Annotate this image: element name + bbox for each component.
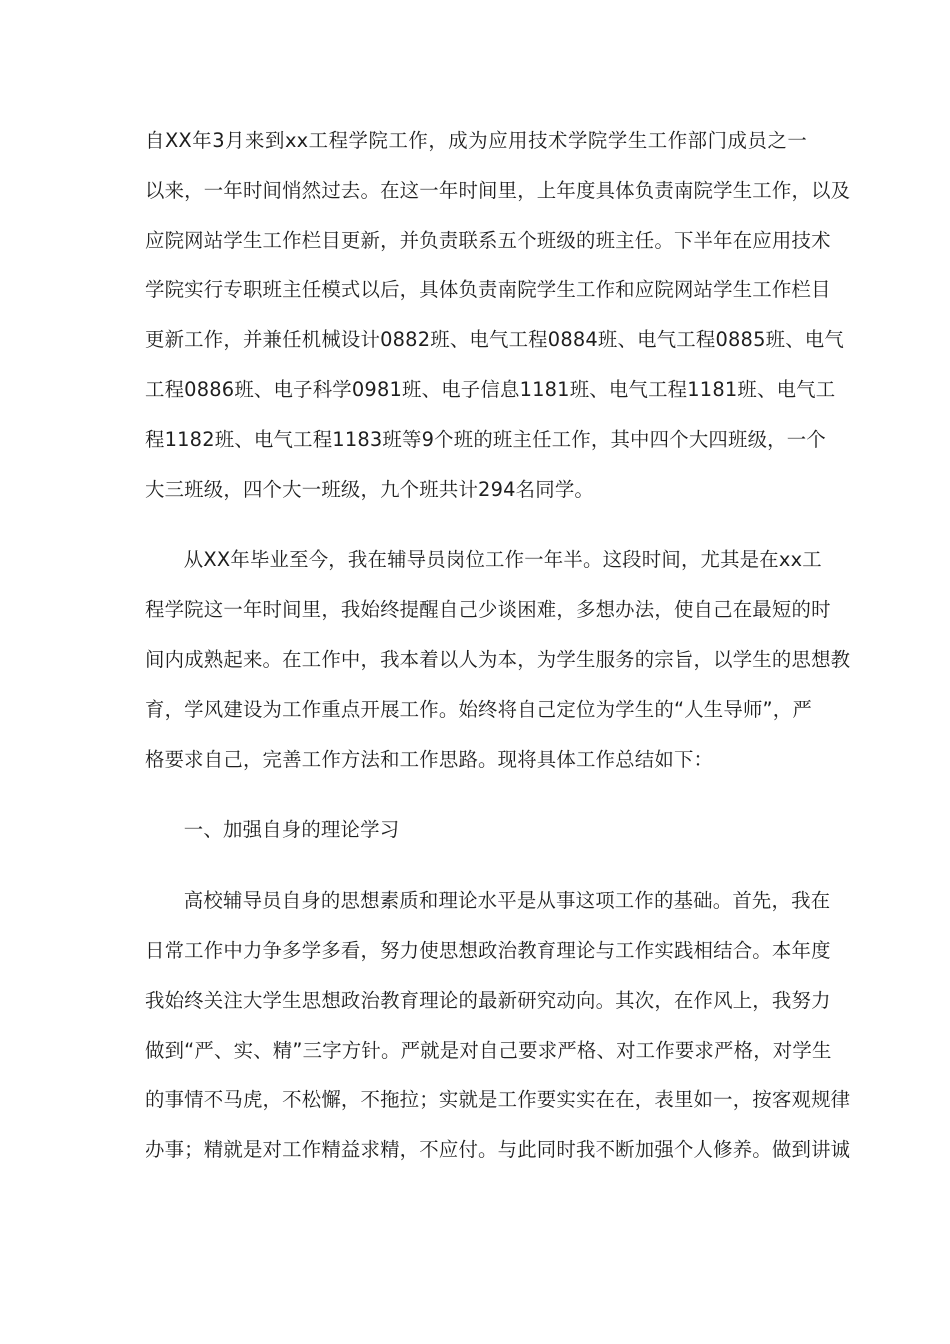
heading-text: 一、加强自身的理论学习 — [183, 818, 400, 842]
text-line: 间内成熟起来。在工作中，我本着以人为本，为学生服务的宗旨，以学生的思想教 — [145, 647, 851, 671]
text-line: 从XX年毕业至今，我在辅导员岗位工作一年半。这段时间，尤其是在xx工 — [183, 548, 822, 572]
text-line: 我始终关注大学生思想政治教育理论的最新研究动向。其次，在作风上，我努力 — [145, 988, 831, 1012]
text-line: 更新工作，并兼任机械设计0882班、电气工程0884班、电气工程0885班、电气 — [145, 328, 844, 352]
section-heading — [145, 805, 807, 855]
intro-paragraph — [145, 116, 851, 514]
text-line: 的事情不马虎，不松懈，不拖拉；实就是工作要实实在在，表里如一，按客观规律 — [145, 1088, 851, 1112]
text-line: 应院网站学生工作栏目更新，并负责联系五个班级的班主任。下半年在应用技术 — [145, 228, 831, 252]
overview-paragraph — [145, 535, 851, 784]
text-line: 做到“严、实、精”三字方针。严就是对自己要求严格、对工作要求严格，对学生 — [145, 1038, 832, 1062]
text-line: 办事；精就是对工作精益求精，不应付。与此同时我不断加强个人修养。做到讲诚 — [145, 1138, 851, 1162]
text-line: 程1182班、电气工程1183班等9个班的班主任工作，其中四个大四班级，一个 — [145, 427, 826, 451]
text-line: 大三班级，四个大一班级，九个班共计294名同学。 — [145, 477, 595, 501]
text-line: 工程0886班、电子科学0981班、电子信息1181班、电气工程1181班、电气工 — [145, 377, 836, 401]
theory-study-paragraph — [145, 876, 851, 1175]
text-line: 育，学风建设为工作重点开展工作。始终将自己定位为学生的“人生导师”，严 — [145, 697, 812, 721]
text-line: 以来，一年时间悄然过去。在这一年时间里，上年度具体负责南院学生工作，以及 — [145, 178, 851, 202]
text-line: 学院实行专职班主任模式以后，具体负责南院学生工作和应院网站学生工作栏目 — [145, 278, 831, 302]
text-line: 格要求自己，完善工作方法和工作思路。现将具体工作总结如下： — [145, 747, 714, 771]
text-line: 高校辅导员自身的思想素质和理论水平是从事这项工作的基础。首先，我在 — [183, 889, 831, 913]
text-line: 自XX年3月来到xx工程学院工作，成为应用技术学院学生工作部门成员之一 — [145, 129, 807, 152]
document-page — [145, 116, 851, 1196]
text-line: 程学院这一年时间里，我始终提醒自己少谈困难，多想办法，使自己在最短的时 — [145, 598, 831, 622]
text-line: 日常工作中力争多学多看，努力使思想政治教育理论与工作实践相结合。本年度 — [145, 938, 831, 962]
